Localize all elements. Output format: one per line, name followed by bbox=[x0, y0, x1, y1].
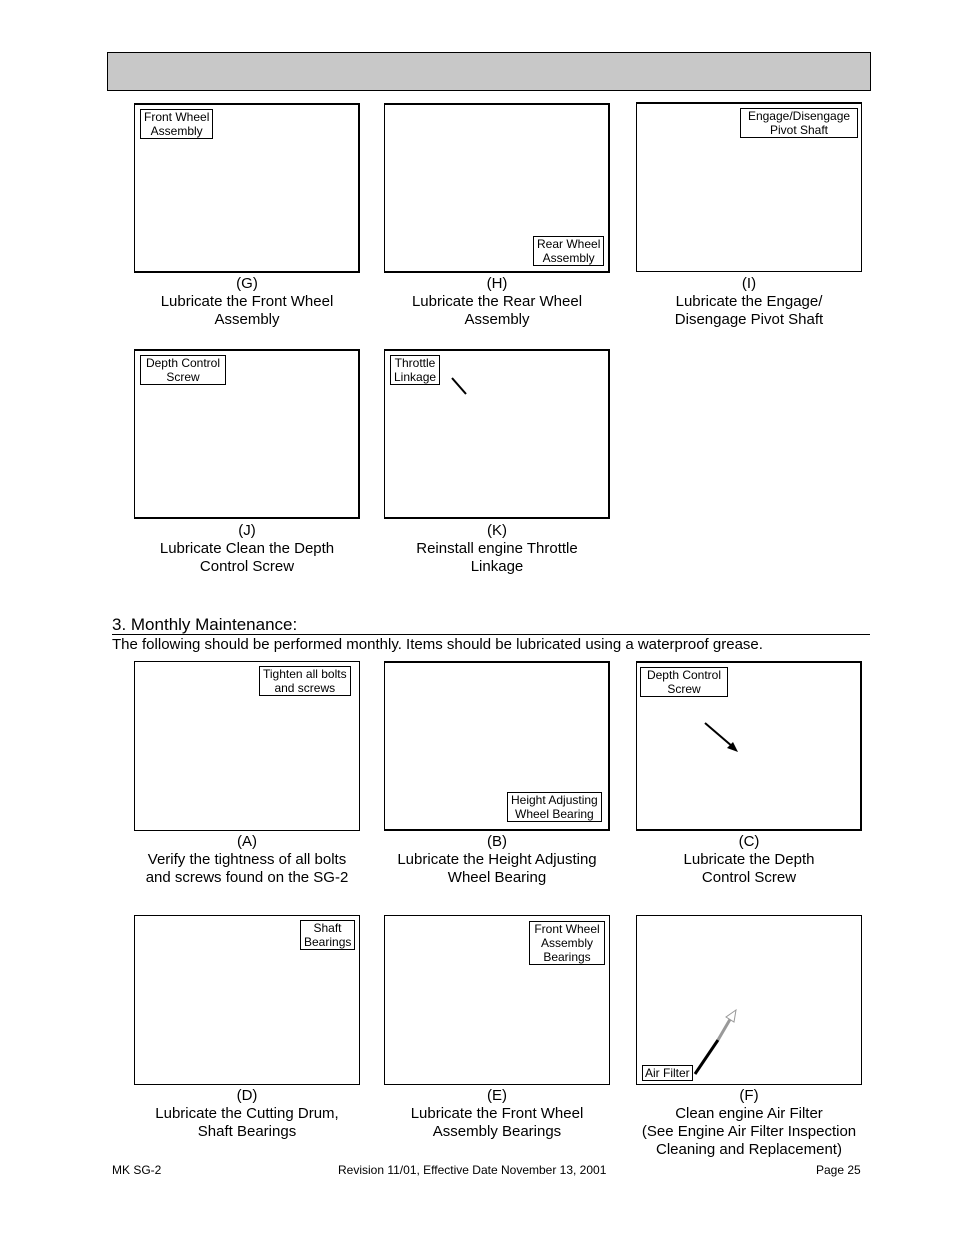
figure-h-caption: (H) Lubricate the Rear Wheel Assembly bbox=[367, 275, 627, 329]
callout-rear-wheel-assembly: Rear Wheel Assembly bbox=[533, 236, 604, 266]
figure-letter: (I) bbox=[741, 275, 757, 292]
footer-doc-id: MK SG-2 bbox=[112, 1163, 162, 1177]
section-intro: The following should be performed monthly. Items should be lubricated using a waterproof grease. bbox=[112, 636, 763, 653]
figure-letter: (D) bbox=[236, 1087, 258, 1104]
figure-c-caption: (C) Lubricate the Depth Control Screw bbox=[619, 833, 879, 887]
figure-letter: (H) bbox=[486, 275, 508, 292]
figure-e-image bbox=[384, 915, 610, 1085]
figure-c-image bbox=[636, 661, 862, 831]
figure-i-image bbox=[636, 102, 862, 272]
figure-b-image bbox=[384, 661, 610, 831]
callout-tighten-bolts: Tighten all bolts and screws bbox=[259, 666, 351, 696]
callout-front-wheel-assembly: Front Wheel Assembly bbox=[140, 109, 213, 139]
figure-letter: (G) bbox=[236, 275, 258, 292]
figure-letter: (K) bbox=[487, 522, 507, 539]
figure-letter: (B) bbox=[487, 833, 507, 850]
figure-letter: (E) bbox=[487, 1087, 507, 1104]
figure-e-caption: (E) Lubricate the Front Wheel Assembly Bearings bbox=[367, 1087, 627, 1141]
figure-letter: (F) bbox=[739, 1087, 759, 1104]
figure-h-image bbox=[384, 103, 610, 273]
figure-f-caption: (F) Clean engine Air Filter (See Engine Air Filter Inspection Cleaning and Replacement) bbox=[619, 1087, 879, 1159]
callout-air-filter: Air Filter bbox=[642, 1065, 693, 1081]
figure-a-image bbox=[134, 661, 360, 831]
footer-page-number: Page 25 bbox=[816, 1163, 861, 1177]
arrow-icon bbox=[637, 916, 863, 1086]
figure-b-caption: (B) Lubricate the Height Adjusting Wheel Bearing bbox=[367, 833, 627, 887]
footer-revision: Revision 11/01, Effective Date November 13, 2001 bbox=[338, 1163, 607, 1177]
callout-shaft-bearings: Shaft Bearings bbox=[300, 920, 355, 950]
figure-j-image bbox=[134, 349, 360, 519]
figure-k-caption: (K) Reinstall engine Throttle Linkage bbox=[367, 522, 627, 576]
callout-engage-disengage-pivot-shaft: Engage/Disengage Pivot Shaft bbox=[740, 108, 858, 138]
figure-f-image bbox=[636, 915, 862, 1085]
callout-depth-control-screw: Depth Control Screw bbox=[640, 667, 728, 697]
callout-throttle-linkage: Throttle Linkage bbox=[390, 355, 440, 385]
callout-front-wheel-assembly-bearings: Front Wheel Assembly Bearings bbox=[529, 921, 605, 965]
figure-i-caption: (I) Lubricate the Engage/ Disengage Pivot Shaft bbox=[619, 275, 879, 329]
figure-d-caption: (D) Lubricate the Cutting Drum, Shaft Bearings bbox=[117, 1087, 377, 1141]
figure-letter: (C) bbox=[738, 833, 760, 850]
figure-k-image bbox=[384, 349, 610, 519]
header-bar bbox=[107, 52, 871, 91]
figure-a-caption: (A) Verify the tightness of all bolts and screws found on the SG-2 bbox=[117, 833, 377, 887]
section-title: 3. Monthly Maintenance: bbox=[112, 615, 298, 634]
figure-letter: (J) bbox=[238, 522, 256, 539]
callout-depth-control-screw: Depth Control Screw bbox=[140, 355, 226, 385]
figure-letter: (A) bbox=[237, 833, 257, 850]
figure-j-caption: (J) Lubricate Clean the Depth Control Screw bbox=[117, 522, 377, 576]
figure-d-image bbox=[134, 915, 360, 1085]
figure-g-caption: (G) Lubricate the Front Wheel Assembly bbox=[117, 275, 377, 329]
figure-g-image bbox=[134, 103, 360, 273]
section-divider bbox=[112, 634, 870, 635]
callout-height-adjusting-wheel-bearing: Height Adjusting Wheel Bearing bbox=[507, 792, 602, 822]
